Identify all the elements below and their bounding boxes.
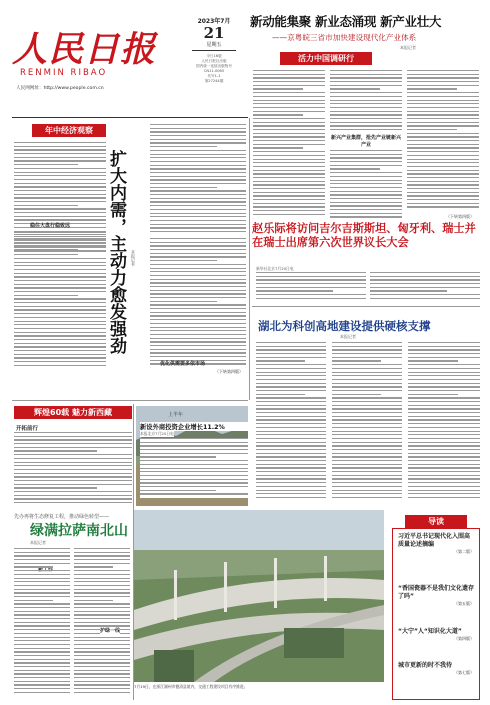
lead-col-2 bbox=[330, 70, 402, 134]
guide-item-2[interactable] bbox=[398, 628, 474, 642]
diplomacy-body-2 bbox=[370, 272, 480, 302]
lead-more[interactable]: （下转第四版） bbox=[446, 214, 474, 219]
green-col-1 bbox=[14, 548, 70, 698]
lead-byline: 本报记者 bbox=[400, 45, 416, 50]
diplomacy-byline: 新华社北京7月20日电 bbox=[256, 266, 294, 271]
stat-headline[interactable]: 新设外商投资企业增长11.2% bbox=[140, 422, 250, 431]
hubei-col-3 bbox=[408, 342, 480, 507]
commentary-footer-title: 优化供需要多依市场 bbox=[160, 361, 206, 367]
issue-info-5: 第27244期 bbox=[204, 79, 224, 83]
lead-mid-title-1: 新兴产业集群，抢先产业链新兴产业 bbox=[330, 135, 401, 148]
masthead bbox=[12, 10, 250, 118]
date-line: 2023年7月 bbox=[197, 18, 231, 25]
green-kicker: 先办再将生态修复工程，推动绿色转型—— bbox=[14, 514, 110, 520]
masthead-site[interactable]: 人民网网址：http://www.people.com.cn bbox=[16, 86, 104, 91]
diplomacy-body-1 bbox=[256, 272, 366, 302]
stat-kicker: 上半年 bbox=[168, 412, 184, 418]
issue-info-4: 代号1-1 bbox=[207, 74, 221, 78]
green-section-2: 护绿一线 bbox=[100, 628, 121, 634]
guide-item-title: 城市更新的时不我待 bbox=[398, 662, 453, 669]
commentary-col-right bbox=[150, 124, 246, 234]
guide-item-title: 习近平总书记现代化入围高质量论述摘编 bbox=[398, 533, 471, 548]
photo-caption: 7月19日，在浙江湖州市德清县境内，交通工程建设项目有序推进。 bbox=[134, 684, 248, 689]
commentary-more[interactable]: （下转第四版） bbox=[215, 369, 243, 374]
masthead-logo: 人民日报 bbox=[12, 29, 157, 70]
hubei-col-1 bbox=[256, 342, 326, 507]
hubei-headline[interactable]: 湖北为科创高地建设提供硬核支撑 bbox=[258, 319, 431, 333]
commentary-col-right-b bbox=[150, 238, 246, 370]
lead-col-3 bbox=[407, 70, 479, 214]
guide-item-page: （第五版） bbox=[454, 601, 474, 606]
masthead-rule bbox=[12, 117, 248, 118]
commentary-author: 本报记者 bbox=[131, 250, 136, 266]
green-byline: 本报记者 bbox=[30, 540, 46, 545]
guide-item-3[interactable] bbox=[398, 662, 474, 676]
guide-item-page: （第四版） bbox=[454, 636, 474, 641]
column-rule bbox=[12, 400, 248, 401]
guide-item-title: “大宁”人“知识化大道” bbox=[398, 628, 462, 635]
date-weekday: 星期五 bbox=[192, 41, 236, 51]
issue-info-2: 国内统一连续出版物号 bbox=[196, 64, 232, 68]
date-box bbox=[184, 12, 244, 112]
lead-headline[interactable]: 新动能集聚 新业态涌现 新产业壮大 bbox=[250, 14, 442, 29]
green-headline[interactable]: 绿满拉萨南北山 bbox=[30, 523, 128, 539]
lead-subhead: ——京粤皖三省市加快建设现代化产业体系 bbox=[272, 33, 417, 42]
hubei-col-2 bbox=[332, 342, 402, 507]
issue-info-1: 人民日报社出版 bbox=[201, 59, 227, 63]
guide-item-page: （第七版） bbox=[454, 670, 474, 675]
hubei-byline: 本报记者 bbox=[340, 334, 356, 339]
guide-item-0[interactable] bbox=[398, 533, 474, 555]
lead-section-tag: 活力中国调研行 bbox=[280, 52, 372, 65]
column-rule bbox=[133, 404, 134, 700]
issue-info-3: CN11-0065 bbox=[203, 69, 225, 73]
issue-info-0: 今日16版 bbox=[206, 54, 222, 58]
xizang-tag-text: 辉煌60载 魅力新西藏 bbox=[34, 408, 112, 417]
commentary-col-left-b bbox=[14, 232, 106, 380]
stat-byline: 本报北京7月20日电 bbox=[140, 431, 174, 436]
stat-body bbox=[140, 438, 248, 498]
diplomacy-rule bbox=[252, 306, 480, 307]
guide-label: 导读 bbox=[405, 515, 467, 528]
guide-item-page: （第二版） bbox=[454, 549, 474, 554]
lead-col-1 bbox=[253, 70, 325, 222]
date-day: 21 bbox=[203, 24, 225, 42]
diplomacy-headline[interactable]: 赵乐际将访问吉尔吉斯斯坦、匈牙利、瑞士并在瑞士出席第六次世界议长大会 bbox=[252, 222, 476, 249]
xizang-body bbox=[14, 432, 132, 506]
masthead-pinyin: RENMIN RIBAO bbox=[20, 68, 108, 78]
guide-item-title: “香国瓷器不是我们文化遗存了吗” bbox=[398, 585, 474, 600]
xizang-subtag: 开拓前行 bbox=[16, 426, 39, 432]
green-col-2 bbox=[74, 548, 130, 698]
commentary-headline[interactable]: 扩大内需，主动力愈发强劲 bbox=[106, 150, 126, 354]
guide-item-1[interactable] bbox=[398, 585, 474, 607]
commentary-column-tag: 年中经济观察 bbox=[32, 124, 106, 137]
lead-col-2b bbox=[330, 150, 402, 222]
column-rule bbox=[249, 118, 250, 400]
photo-highway bbox=[134, 510, 384, 682]
lead-story bbox=[250, 10, 480, 220]
commentary-subhead: 稳住大盘行稳致远 bbox=[30, 223, 71, 229]
